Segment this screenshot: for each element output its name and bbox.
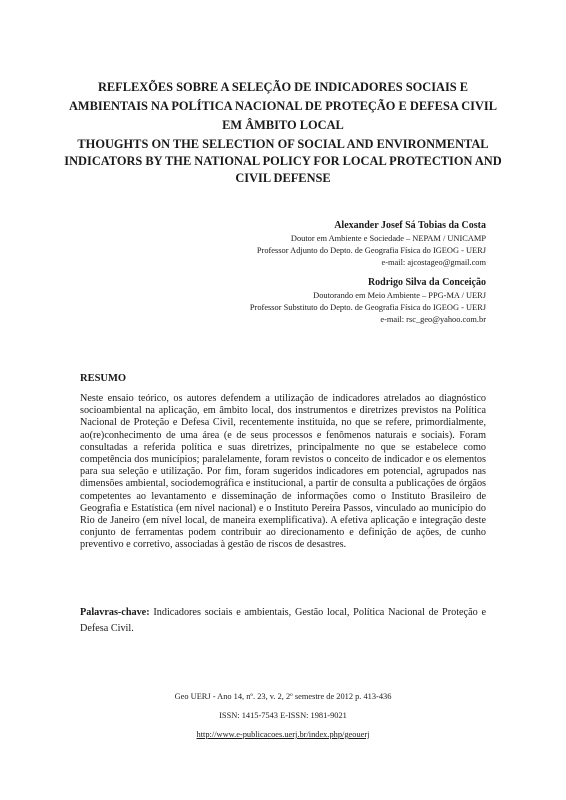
- author-email: e-mail: rsc_geo@yahoo.com.br: [380, 315, 486, 324]
- journal-issn: ISSN: 1415-7543 E-ISSN: 1981-9021: [219, 711, 347, 720]
- author-affiliation: Doutorando em Meio Ambiente – PPG-MA / UERJ: [313, 291, 486, 300]
- keywords-label: Palavras-chave:: [80, 607, 150, 618]
- journal-url-link[interactable]: http://www.e-publicacoes.uerj.br/index.php/geouerj: [196, 730, 370, 739]
- author-block-1: [180, 219, 486, 269]
- title-portuguese: REFLEXÕES SOBRE A SELEÇÃO DE INDICADORES SOCIAIS E AMBIENTAIS NA POLÍTICA NACIONAL DE PROTEÇÃO E DEFESA CIVIL EM ÂMBITO LOCAL: [68, 80, 497, 132]
- keywords: [80, 605, 486, 636]
- author-affiliation: Doutor em Ambiente e Sociedade – NEPAM / UNICAMP: [290, 234, 486, 243]
- author-affiliation: Professor Adjunto do Depto. de Geografia Física do IGEOG - UERJ: [256, 246, 486, 255]
- author-name: Rodrigo Silva da Conceição: [367, 277, 486, 288]
- author-affiliation: Professor Substituto do Depto. de Geografia Física do IGEOG - UERJ: [249, 303, 486, 312]
- author-block-2: [180, 276, 486, 326]
- journal-citation: Geo UERJ - Ano 14, nº. 23, v. 2, 2º semestre de 2012 p. 413-436: [174, 692, 392, 701]
- abstract-heading: RESUMO: [80, 373, 127, 384]
- author-name: Alexander Josef Sá Tobias da Costa: [334, 220, 486, 231]
- journal-url-line: [60, 730, 506, 739]
- author-email: e-mail: ajcostageo@gmail.com: [381, 258, 486, 267]
- abstract-text: Neste ensaio teórico, os autores defendem a utilização de indicadores atrelados ao diagnóstico socioambiental na aplicação, em âmbito local, dos instrumentos e diretrizes previstos na Política Nacional de Proteção e Defesa Civil, recentemente instituída, no que se refere, primordialmente, ao(re)conhecimento de uma área (e de seus processos e fenômenos naturais e sociais). Foram consultadas a referida política e suas diretrizes, principalmente no que se estabelece como competência dos municípios; paralelamente, foram revistos o conceito de indicador e os elementos para sua seleção e utilização. Por fim, foram sugeridos indicadores em potencial, agrupados nas dimensões ambiental, sociodemográfica e institucional, a partir de consulta a publicações de órgãos competentes ao levantamento e disseminação de informações como o Instituto Brasileiro de Geografia e Estatística (em nível nacional) e o Instituto Pereira Passos, vinculado ao município do Rio de Janeiro (em nível local, de maneira exemplificativa). A efetiva aplicação e integração deste conjunto de ferramentas podem contribuir ao direcionamento e definição de ações, de cunho preventivo e corretivo, associadas à gestão de riscos de desastres.: [80, 393, 486, 551]
- keywords-text: Indicadores sociais e ambientais, Gestão local, Política Nacional de Proteção e Defesa Civil.: [80, 607, 486, 634]
- title-english: THOUGHTS ON THE SELECTION OF SOCIAL AND ENVIRONMENTAL INDICATORS BY THE NATIONAL POLICY FOR LOCAL PROTECTION AND CIVIL DEFENSE: [64, 137, 502, 185]
